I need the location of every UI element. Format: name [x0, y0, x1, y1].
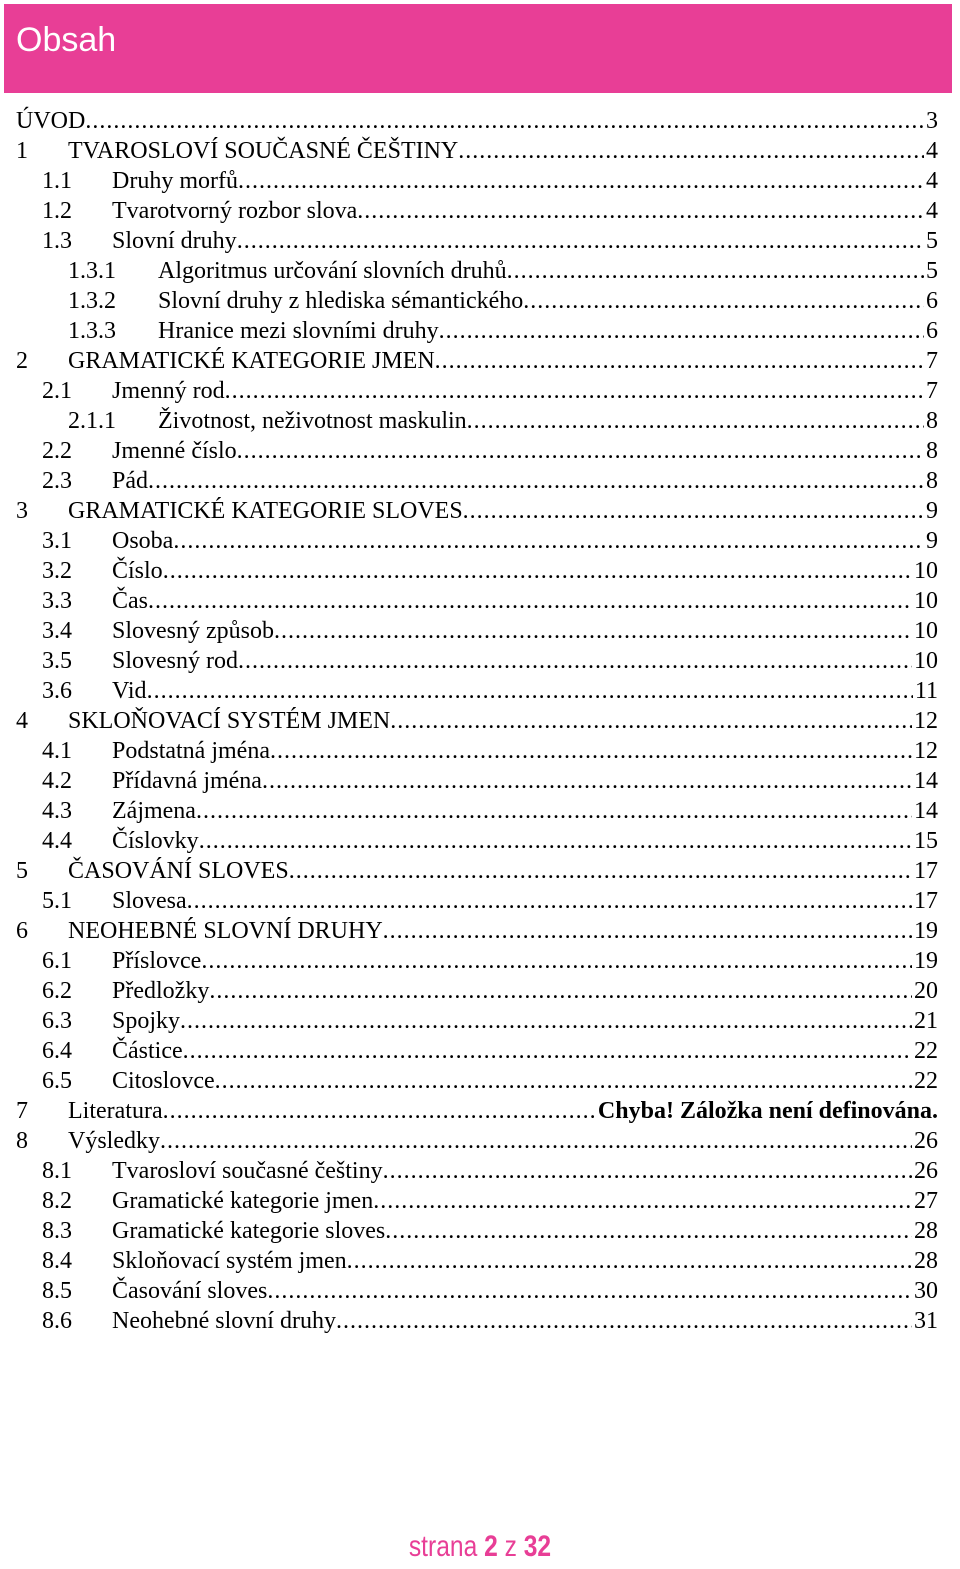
toc-dot-leader [196, 796, 912, 826]
toc-entry-number: 7 [16, 1098, 28, 1124]
toc-entry-number: 4 [16, 708, 28, 734]
toc-entry-number: 2.2 [42, 438, 72, 464]
toc-entry-number: 5 [16, 858, 28, 884]
toc-entry-number: 6.3 [42, 1008, 72, 1034]
toc-entry-page: 31 [914, 1308, 938, 1334]
toc-dot-leader [238, 646, 912, 676]
toc-dot-leader [458, 136, 924, 166]
toc-entry-page: 14 [914, 798, 938, 824]
toc-entry[interactable] [16, 1126, 938, 1156]
toc-entry-number: 4.2 [42, 768, 72, 794]
toc-entry-number: 2.1.1 [68, 408, 116, 434]
toc-entry-title: ÚVOD [16, 108, 86, 134]
toc-dot-leader [383, 1156, 912, 1186]
toc-dot-leader [262, 766, 912, 796]
toc-entry-number: 4.4 [42, 828, 72, 854]
toc-entry-title: Výsledky [68, 1128, 160, 1154]
toc-entry-title: SKLOŇOVACÍ SYSTÉM JMEN [68, 708, 391, 734]
toc-entry-number: 6.2 [42, 978, 72, 1004]
toc-entry-page: 17 [914, 858, 938, 884]
toc-entry[interactable] [16, 1096, 938, 1126]
toc-dot-leader [336, 1306, 912, 1336]
toc-entry-number: 4.3 [42, 798, 72, 824]
toc-entry-title: Algoritmus určování slovních druhů [158, 258, 507, 284]
toc-entry-page: 12 [914, 738, 938, 764]
toc-entry-title: Podstatná jména [112, 738, 270, 764]
toc-entry-page: 5 [926, 258, 938, 284]
toc-dot-leader [237, 436, 924, 466]
toc-entry[interactable] [16, 1246, 938, 1276]
toc-entry[interactable] [16, 256, 938, 286]
toc-entry-number: 6.1 [42, 948, 72, 974]
toc-entry-page: 4 [926, 198, 938, 224]
toc-entry-title: NEOHEBNÉ SLOVNÍ DRUHY [68, 918, 383, 944]
toc-entry[interactable] [16, 886, 938, 916]
toc-entry-title: Tvarosloví současné češtiny [112, 1158, 383, 1184]
toc-entry-page: 8 [926, 408, 938, 434]
toc-entry-title: Pád [112, 468, 148, 494]
toc-entry-page: 15 [914, 828, 938, 854]
toc-dot-leader [523, 286, 924, 316]
toc-entry[interactable] [16, 646, 938, 676]
toc-dot-leader [225, 376, 924, 406]
toc-dot-leader [163, 556, 912, 586]
toc-entry[interactable] [16, 1036, 938, 1066]
toc-entry-number: 3 [16, 498, 28, 524]
toc-entry[interactable] [16, 166, 938, 196]
toc-entry-title: GRAMATICKÉ KATEGORIE SLOVES [68, 498, 463, 524]
toc-entry-page: 19 [914, 918, 938, 944]
toc-entry-number: 8.4 [42, 1248, 72, 1274]
toc-entry-number: 1 [16, 138, 28, 164]
toc-entry-number: 4.1 [42, 738, 72, 764]
toc-entry-title: Literatura [68, 1098, 163, 1124]
toc-entry[interactable] [16, 1066, 938, 1096]
toc-dot-leader [390, 706, 912, 736]
toc-entry-title: Neohebné slovní druhy [112, 1308, 336, 1334]
toc-entry-title: Tvarotvorný rozbor slova [112, 198, 358, 224]
toc-entry[interactable] [16, 1006, 938, 1036]
toc-entry[interactable] [16, 406, 938, 436]
toc-entry-number: 3.3 [42, 588, 72, 614]
toc-entry[interactable] [16, 976, 938, 1006]
toc-entry[interactable] [16, 1276, 938, 1306]
toc-entry-page: 8 [926, 438, 938, 464]
toc-dot-leader [373, 1186, 912, 1216]
toc-dot-leader [163, 1096, 596, 1126]
toc-dot-leader [85, 106, 924, 136]
toc-entry-title: Slovesa [112, 888, 187, 914]
toc-entry-number: 8.2 [42, 1188, 72, 1214]
footer-total-pages: 32 [523, 1530, 552, 1563]
toc-entry[interactable] [16, 106, 938, 136]
toc-entry-number: 6 [16, 918, 28, 944]
toc-entry-title: Jmenné číslo [112, 438, 237, 464]
toc-entry-title: Hranice mezi slovními druhy [158, 318, 439, 344]
toc-entry[interactable] [16, 586, 938, 616]
toc-entry-page: 7 [926, 378, 938, 404]
toc-entry-number: 5.1 [42, 888, 72, 914]
toc-dot-leader [467, 406, 924, 436]
toc-entry-title: Částice [112, 1038, 183, 1064]
toc-entry-number: 2.1 [42, 378, 72, 404]
toc-entry-number: 3.4 [42, 618, 72, 644]
toc-dot-leader [209, 976, 912, 1006]
toc-dot-leader [237, 226, 924, 256]
toc-entry-title: Slovní druhy [112, 228, 237, 254]
toc-dot-leader [463, 496, 924, 526]
toc-entry-title: Jmenný rod [112, 378, 225, 404]
toc-entry[interactable] [16, 226, 938, 256]
toc-entry-title: Vid [112, 678, 147, 704]
toc-entry-page: 7 [926, 348, 938, 374]
toc-entry[interactable] [16, 526, 938, 556]
toc-entry-title: Gramatické kategorie jmen [112, 1188, 374, 1214]
toc-entry-title: Slovesný rod [112, 648, 238, 674]
toc-entry-number: 1.2 [42, 198, 72, 224]
footer-separator: z [497, 1530, 524, 1563]
toc-entry-title: Životnost, neživotnost maskulin [158, 408, 467, 434]
toc-entry[interactable] [16, 676, 938, 706]
toc-entry-number: 8.6 [42, 1308, 72, 1334]
toc-entry-title: Číslovky [112, 828, 199, 854]
toc-dot-leader [148, 466, 924, 496]
toc-entry-page: 11 [914, 678, 938, 704]
toc-dot-leader [180, 1006, 912, 1036]
toc-entry-number: 8 [16, 1128, 28, 1154]
toc-entry-page: 4 [926, 138, 938, 164]
toc-dot-leader [357, 196, 924, 226]
toc-dot-leader [201, 946, 912, 976]
toc-entry[interactable] [16, 466, 938, 496]
toc-entry-title: ČASOVÁNÍ SLOVES [68, 858, 289, 884]
toc-entry-page: 17 [914, 888, 938, 914]
toc-entry-page: 10 [914, 618, 938, 644]
toc-dot-leader [347, 1246, 912, 1276]
toc-entry[interactable] [16, 436, 938, 466]
toc-entry-page: 30 [914, 1278, 938, 1304]
page-footer [86, 1530, 873, 1564]
toc-dot-leader [183, 1036, 912, 1066]
toc-entry-error-message: Chyba! Záložka není definována. [597, 1098, 938, 1124]
toc-entry-title: Gramatické kategorie sloves [112, 1218, 386, 1244]
toc-entry-page: 9 [926, 498, 938, 524]
toc-dot-leader [147, 676, 913, 706]
toc-entry-number: 2 [16, 348, 28, 374]
toc-entry[interactable] [16, 1186, 938, 1216]
toc-entry[interactable] [16, 766, 938, 796]
toc-dot-leader [289, 856, 912, 886]
toc-dot-leader [215, 1066, 912, 1096]
toc-entry-title: Skloňovací systém jmen [112, 1248, 347, 1274]
toc-entry-page: 5 [926, 228, 938, 254]
toc-entry-title: GRAMATICKÉ KATEGORIE JMEN [68, 348, 435, 374]
toc-entry-number: 2.3 [42, 468, 72, 494]
toc-entry-page: 14 [914, 768, 938, 794]
toc-entry[interactable] [16, 616, 938, 646]
toc-dot-leader [267, 1276, 912, 1306]
toc-dot-leader [148, 586, 912, 616]
toc-entry-title: Časování sloves [112, 1278, 268, 1304]
toc-entry-number: 6.4 [42, 1038, 72, 1064]
toc-entry-page: 8 [926, 468, 938, 494]
toc-entry-page: 27 [914, 1188, 938, 1214]
toc-entry[interactable] [16, 946, 938, 976]
toc-entry-page: 28 [914, 1248, 938, 1274]
toc-entry-page: 10 [914, 648, 938, 674]
toc-entry-title: TVAROSLOVÍ SOUČASNÉ ČEŠTINY [68, 138, 459, 164]
toc-entry-page: 6 [926, 288, 938, 314]
toc-entry-title: Slovní druhy z hlediska sémantického [158, 288, 524, 314]
footer-current-page: 2 [484, 1530, 498, 1563]
toc-dot-leader [238, 166, 924, 196]
toc-entry-number: 8.3 [42, 1218, 72, 1244]
toc-entry[interactable] [16, 706, 938, 736]
toc-dot-leader [270, 736, 912, 766]
toc-entry[interactable] [16, 856, 938, 886]
toc-entry-page: 9 [926, 528, 938, 554]
toc-entry[interactable] [16, 196, 938, 226]
toc-entry-number: 3.6 [42, 678, 72, 704]
toc-entry-title: Předložky [112, 978, 210, 1004]
toc-dot-leader [383, 916, 912, 946]
table-of-contents [16, 106, 938, 1336]
toc-entry-number: 3.5 [42, 648, 72, 674]
toc-entry-title: Číslo [112, 558, 163, 584]
toc-entry-page: 3 [926, 108, 938, 134]
toc-dot-leader [507, 256, 924, 286]
toc-entry-page: 12 [914, 708, 938, 734]
toc-entry-page: 26 [914, 1158, 938, 1184]
page-title: Obsah [16, 21, 117, 59]
toc-entry-page: 21 [914, 1008, 938, 1034]
toc-entry[interactable] [16, 796, 938, 826]
toc-entry-title: Přídavná jména [112, 768, 262, 794]
toc-entry-page: 6 [926, 318, 938, 344]
toc-dot-leader [199, 826, 912, 856]
toc-entry[interactable] [16, 136, 938, 166]
toc-entry-number: 1.1 [42, 168, 72, 194]
toc-entry-number: 8.5 [42, 1278, 72, 1304]
toc-dot-leader [160, 1126, 912, 1156]
toc-entry[interactable] [16, 556, 938, 586]
toc-entry-title: Slovesný způsob [112, 618, 274, 644]
toc-entry-number: 3.1 [42, 528, 72, 554]
toc-dot-leader [274, 616, 912, 646]
toc-entry-title: Spojky [112, 1008, 181, 1034]
toc-entry-page: 26 [914, 1128, 938, 1154]
toc-entry-title: Příslovce [112, 948, 202, 974]
toc-entry-page: 10 [914, 558, 938, 584]
toc-entry-title: Čas [112, 588, 148, 614]
toc-entry[interactable] [16, 286, 938, 316]
toc-entry-number: 1.3.2 [68, 288, 116, 314]
toc-entry-page: 22 [914, 1038, 938, 1064]
toc-entry[interactable] [16, 736, 938, 766]
toc-entry-title: Druhy morfů [112, 168, 238, 194]
header-bar [4, 4, 952, 93]
toc-entry-page: 4 [926, 168, 938, 194]
toc-entry-number: 3.2 [42, 558, 72, 584]
toc-entry-number: 1.3 [42, 228, 72, 254]
toc-dot-leader [385, 1216, 912, 1246]
toc-entry-page: 10 [914, 588, 938, 614]
footer-prefix: strana [408, 1530, 485, 1563]
toc-dot-leader [173, 526, 924, 556]
toc-entry[interactable] [16, 496, 938, 526]
toc-entry[interactable] [16, 826, 938, 856]
toc-entry[interactable] [16, 1216, 938, 1246]
toc-entry[interactable] [16, 916, 938, 946]
toc-entry-page: 19 [914, 948, 938, 974]
toc-entry-number: 6.5 [42, 1068, 72, 1094]
toc-entry-title: Citoslovce [112, 1068, 215, 1094]
toc-entry-page: 22 [914, 1068, 938, 1094]
toc-dot-leader [435, 346, 924, 376]
toc-entry-page: 28 [914, 1218, 938, 1244]
toc-dot-leader [187, 886, 912, 916]
toc-entry[interactable] [16, 316, 938, 346]
toc-entry[interactable] [16, 1156, 938, 1186]
toc-entry[interactable] [16, 1306, 938, 1336]
toc-entry-number: 1.3.3 [68, 318, 116, 344]
toc-entry-number: 1.3.1 [68, 258, 116, 284]
toc-entry[interactable] [16, 376, 938, 406]
toc-entry-page: 20 [914, 978, 938, 1004]
toc-dot-leader [439, 316, 924, 346]
toc-entry-title: Osoba [112, 528, 174, 554]
toc-entry[interactable] [16, 346, 938, 376]
toc-entry-title: Zájmena [112, 798, 196, 824]
toc-entry-number: 8.1 [42, 1158, 72, 1184]
